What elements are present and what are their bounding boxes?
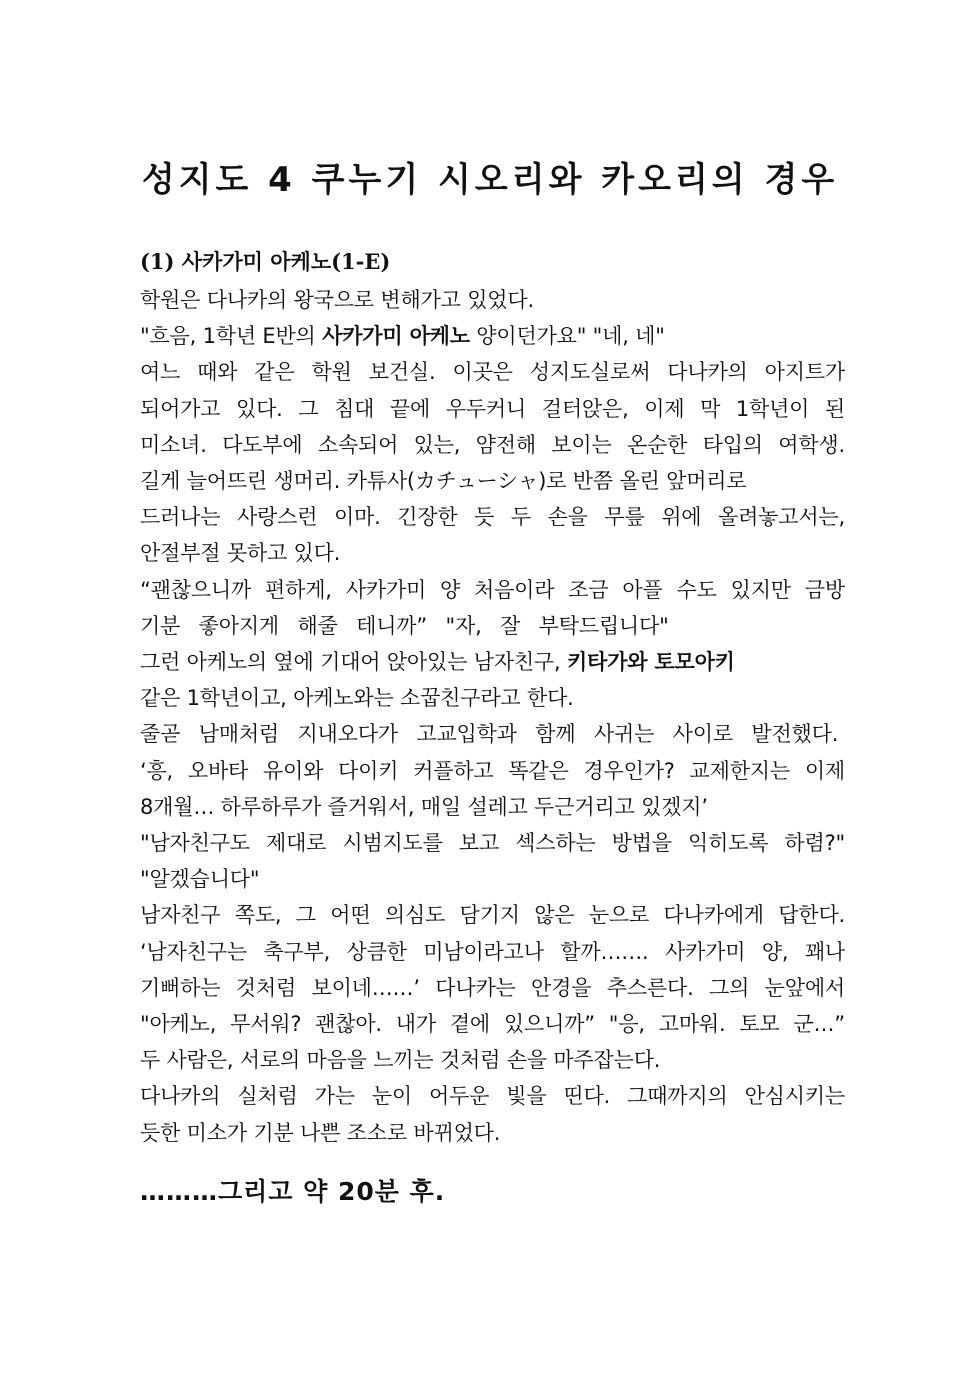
line-text: "흐음, 1학년 E반의 (140, 324, 323, 349)
body-line (140, 716, 845, 752)
line-text: 학원은 다나카의 왕국으로 변해가고 있었다. (140, 288, 534, 312)
body-line (140, 1115, 845, 1151)
line-text: 안절부절 못하고 있다. (140, 541, 341, 566)
body-line (140, 463, 845, 499)
line-text: 여느 때와 같은 학원 보건실. 이곳은 성지도실로써 다나카의 아지트가 (140, 360, 846, 385)
body-line (140, 282, 845, 318)
body-line (140, 789, 845, 825)
body-line (140, 897, 845, 933)
line-text: 그런 아케노의 옆에 기대어 앉아있는 남자친구, (140, 650, 567, 675)
body-line (140, 608, 845, 644)
line-text: 기뻐하는 것처럼 보이네……’ 다나카는 안경을 추스른다. 그의 눈앞에서 (140, 975, 845, 1000)
line-text: 기분 좋아지게 해줄 테니까” "자, 잘 부탁드립니다" (140, 613, 669, 638)
body-line (140, 535, 845, 571)
body-line (140, 753, 845, 789)
line-text: "남자친구도 제대로 시범지도를 보고 섹스하는 방법을 익히도록 하렴?" (140, 831, 846, 856)
body-text (140, 282, 845, 1151)
line-text: 다나카의 실처럼 가는 눈이 어두운 빛을 띤다. 그때까지의 안심시키는 (140, 1084, 846, 1109)
line-text: 같은 1학년이고, 아케노와는 소꿉친구라고 한다. (140, 686, 574, 711)
bold-name: 사카가미 아케노 (322, 324, 470, 349)
body-line (140, 391, 845, 427)
body-line (140, 318, 845, 354)
body-line (140, 825, 845, 861)
body-line (140, 1042, 845, 1078)
line-text: 남자친구 쪽도, 그 어떤 의심도 담기지 않은 눈으로 다나카에게 답한다. (140, 903, 846, 928)
line-text: ‘흥, 오바타 유이와 다이키 커플하고 똑같은 경우인가? 교제한지는 이제 (140, 758, 845, 783)
body-line (140, 861, 845, 897)
line-text: “괜찮으니까 편하게, 사카가미 양 처음이라 조금 아플 수도 있지만 금방 (140, 577, 845, 602)
line-text: 미소녀. 다도부에 소속되어 있는, 얌전해 보이는 온순한 타입의 여학생. (140, 432, 845, 457)
body-line (140, 572, 845, 608)
body-line (140, 644, 845, 680)
document-title: 성지도 4 쿠누기 시오리와 카오리의 경우 (141, 160, 839, 200)
body-line (140, 499, 845, 535)
line-text: 두 사람은, 서로의 마음을 느끼는 것처럼 손을 마주잡는다. (140, 1048, 661, 1073)
body-line (140, 970, 845, 1006)
line-text: "알겠습니다" (140, 867, 260, 892)
section-heading: (1) 사카가미 아케노(1-E) (140, 249, 391, 274)
line-text: 되어가고 있다. 그 침대 끝에 우두커니 걸터앉은, 이제 막 1학년이 된 (140, 396, 845, 421)
body-line (140, 354, 845, 390)
line-text: 줄곧 남매처럼 지내오다가 고교입학과 함께 사귀는 사이로 발전했다. (140, 722, 839, 747)
body-line (140, 1006, 845, 1042)
line-text: ‘남자친구는 축구부, 상큼한 미남이라고나 할까……. 사카가미 양, 꽤나 (140, 939, 845, 964)
bold-name: 키타가와 토모아키 (566, 650, 735, 675)
body-line (140, 680, 845, 716)
line-text: 드러나는 사랑스런 이마. 긴장한 듯 두 손을 무릎 위에 올려놓고서는, (140, 505, 845, 530)
line-text: 8개월… 하루하루가 즐거워서, 매일 설레고 두근거리고 있겠지’ (140, 794, 708, 819)
line-text: 양이던가요" "네, 네" (469, 324, 665, 349)
body-line (140, 934, 845, 970)
closing-line: ………그리고 약 20분 후. (140, 1177, 446, 1206)
body-line (140, 427, 845, 463)
line-text: 듯한 미소가 기분 나쁜 조소로 바뀌었다. (140, 1120, 501, 1145)
line-text: "아케노, 무서워? 괜찮아. 내가 곁에 있으니까” "응, 고마워. 토모 군…” (140, 1012, 845, 1037)
body-line (140, 1078, 845, 1114)
line-text: 길게 늘어뜨린 생머리. 카튜사(カチューシャ)로 반쯤 올린 앞머리로 (140, 469, 747, 494)
